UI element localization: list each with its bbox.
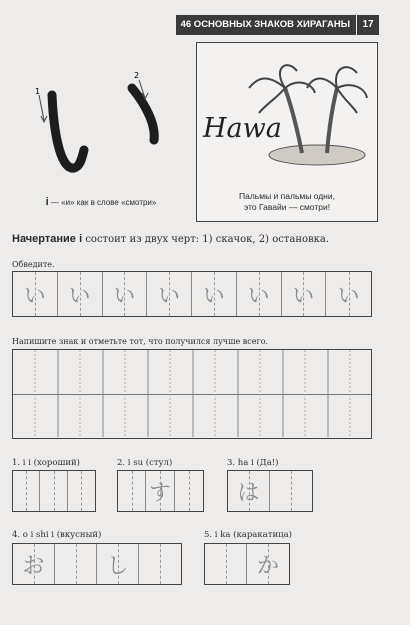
trace-cell[interactable]: い (192, 272, 237, 316)
exercise-1-grid[interactable] (12, 470, 96, 512)
stroke-number-2: 2 (134, 71, 140, 80)
trace-label: Обведите. (12, 260, 55, 269)
exercise-cell[interactable]: す (146, 471, 174, 511)
exercise-cell[interactable] (270, 471, 312, 511)
glyph-caption (16, 196, 186, 208)
exercise-3-label: 3. ha i (Да!) (227, 458, 279, 468)
exercise-cell[interactable]: し (97, 544, 139, 584)
trace-cell[interactable]: い (58, 272, 103, 316)
exercise-5-label: 5. i ka (каракатица) (204, 530, 292, 540)
exercise-2-label: 2. i su (стул) (117, 458, 173, 468)
page-number: 17 (357, 15, 379, 35)
exercise-3-grid[interactable] (227, 470, 313, 512)
intro-rest: состоит из двух черт: 1) скачок, 2) остановка. (82, 234, 330, 245)
glyph-caption-text: — «и» как в слове «смотри» (48, 198, 157, 207)
stroke-description (12, 233, 329, 245)
trace-cell[interactable]: い (282, 272, 327, 316)
exercise-cell[interactable] (205, 544, 247, 584)
glyph-illustration (14, 50, 186, 220)
exercise-cell[interactable] (13, 471, 40, 511)
trace-cell[interactable]: い (237, 272, 282, 316)
exercise-cell[interactable]: か (247, 544, 289, 584)
mnemonic-frame (196, 42, 378, 222)
intro-bold: Начертание (12, 233, 76, 245)
exercise-cell[interactable] (139, 544, 181, 584)
glyph-romaji: i (45, 196, 49, 208)
trace-cell[interactable]: い (103, 272, 148, 316)
mnemonic-caption (197, 191, 377, 213)
exercise-cell[interactable] (175, 471, 203, 511)
exercise-cell[interactable] (40, 471, 67, 511)
exercise-cell[interactable]: は (228, 471, 270, 511)
practice-label: Напишите знак и отметьте тот, что получился лучше всего. (12, 337, 269, 346)
hiragana-i-strokes (14, 50, 186, 195)
exercise-cell[interactable]: お (13, 544, 55, 584)
exercise-cell[interactable] (55, 544, 97, 584)
chapter-header: 46 ОСНОВНЫХ ЗНАКОВ ХИРАГАНЫ (176, 15, 356, 35)
trace-cell[interactable]: い (326, 272, 371, 316)
practice-gridlines (13, 350, 370, 437)
caption-line-2: это Гавайи — смотри! (243, 202, 331, 212)
exercise-5-grid[interactable] (204, 543, 290, 585)
trace-cell[interactable]: い (13, 272, 58, 316)
exercise-cell[interactable] (68, 471, 95, 511)
trace-cell[interactable]: い (147, 272, 192, 316)
stroke-number-1: 1 (35, 87, 41, 96)
caption-line-1: Пальмы и пальмы одни, (239, 191, 335, 201)
exercise-2-grid[interactable] (117, 470, 204, 512)
practice-grid[interactable] (12, 349, 372, 439)
hawa-word: Hawa (203, 113, 282, 144)
exercise-cell[interactable] (118, 471, 146, 511)
exercise-4-label: 4. o i shi i (вкусный) (12, 530, 102, 540)
exercise-1-label: 1. i i (хороший) (12, 458, 80, 468)
exercise-4-grid[interactable] (12, 543, 182, 585)
intro-romaji: i (79, 233, 83, 245)
trace-grid[interactable] (12, 271, 372, 317)
